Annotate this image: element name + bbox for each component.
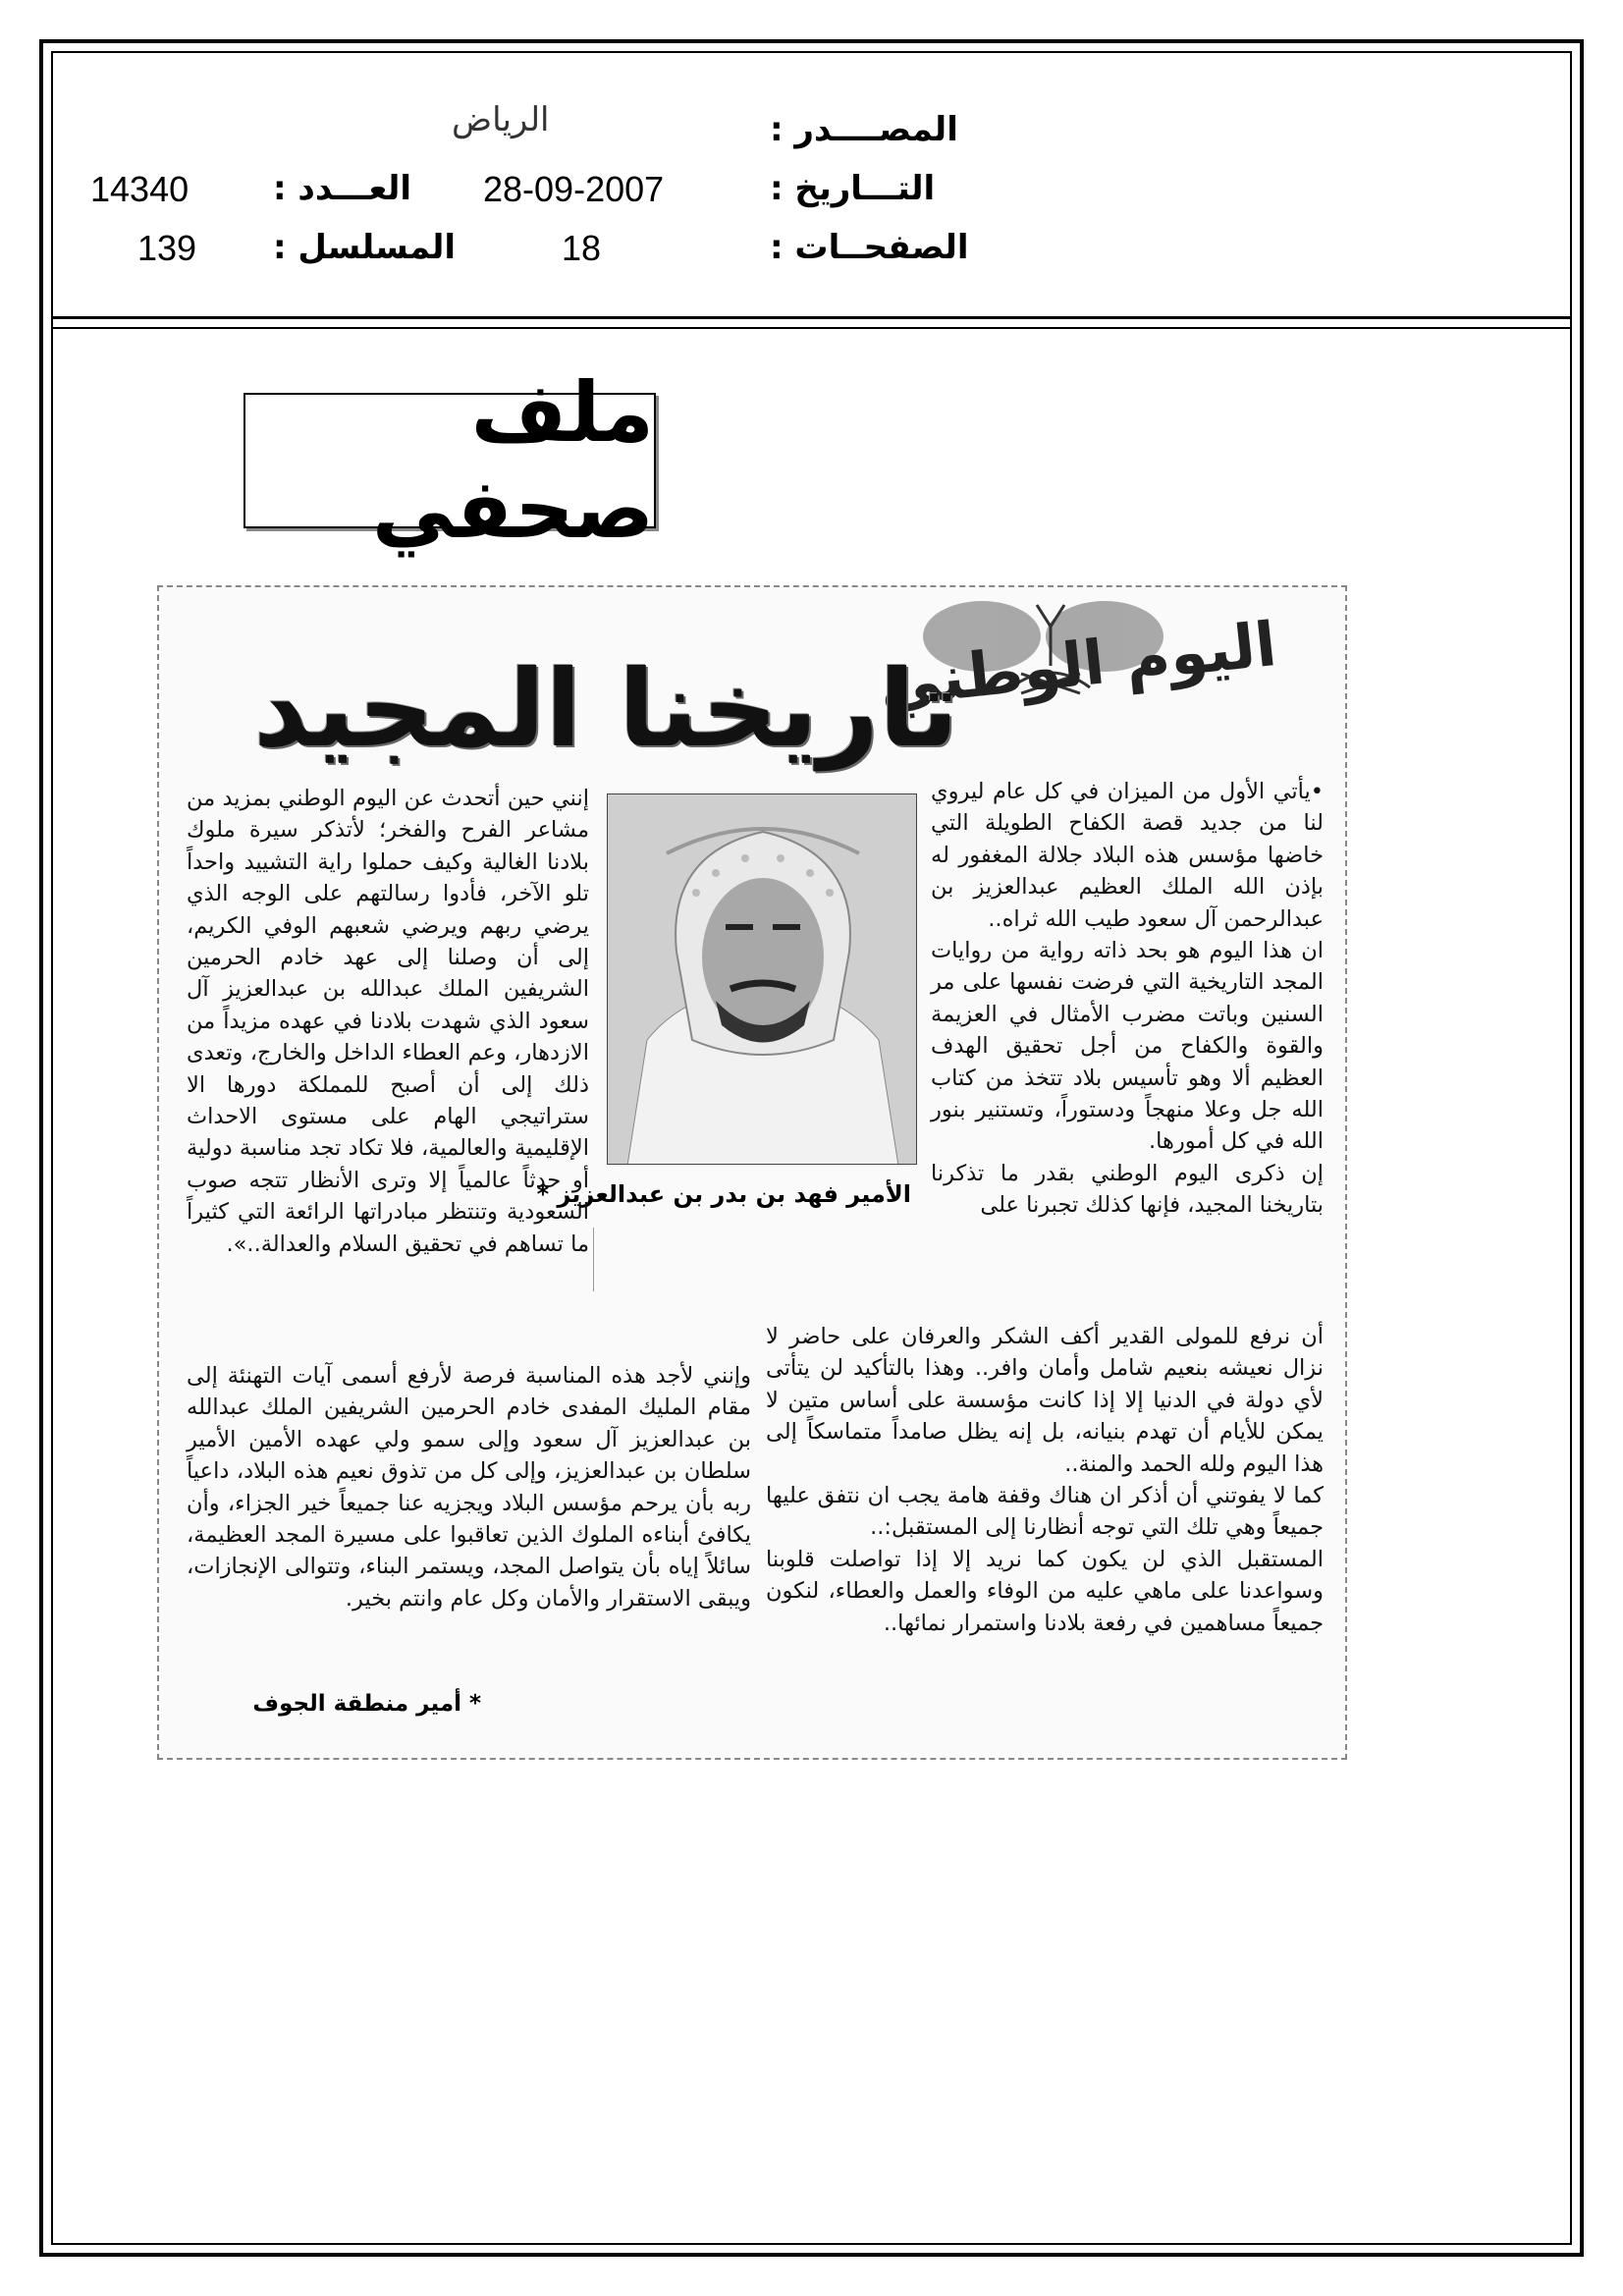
- issue-label: العـــدد :: [273, 169, 411, 208]
- article-column-right-top: [931, 776, 1324, 1222]
- article-text-block: •يأتي الأول من الميزان في كل عام ليروي لنا من جديد قصة الكفاح الطويلة التي خاضها مؤسس هذه البلاد جلالة المغفور له بإذن الله الملك العظيم عبدالعزيز بن عبدالرحمن آل سعود طيب الله ثراه.. ان هذا اليوم هو بحد ذاته رواية من روايات المجد التاريخية التي فرضت نفسها على مر السنين وباتت مضرب الأمثال في العزيمة والقوة والكفاح من أجل تحقيق الهدف العظيم ألا وهو تأسيس بلاد تتخذ من كتاب الله جل وعلا منهجاً ودستوراً، وتستنير بنور الله في كل أمورها. إن ذكرى اليوم الوطني بقدر ما تذكرنا بتاريخنا المجيد، فإنها كذلك تجبرنا على: [931, 779, 1324, 1219]
- author-signature: * أمير منطقة الجوف: [252, 1691, 481, 1717]
- header-divider-inner: [51, 327, 1572, 329]
- article-title: تاريخنا المجيد: [253, 648, 959, 771]
- article-column-right-bottom: [766, 1321, 1324, 1639]
- issue-value: 14340: [90, 169, 189, 209]
- press-file-label: ملف صحفي: [371, 364, 654, 557]
- date-label: التـــاريخ :: [770, 169, 936, 208]
- author-portrait-icon: [608, 794, 917, 1165]
- press-file-box: [243, 364, 656, 557]
- author-photo: [607, 793, 917, 1165]
- source-label: المصــــدر :: [770, 110, 958, 149]
- article-column-left-bottom: [187, 1360, 751, 1614]
- serial-label: المسلسل :: [273, 228, 457, 267]
- article-text-block: إنني حين أتحدث عن اليوم الوطني بمزيد من مشاعر الفرح والفخر؛ لأتذكر سيرة ملوك بلادنا الغالية وكيف حملوا راية التشييد واحداً تلو الآخر، فأدوا رسالتهم على الوجه الذي يرضي ربهم ويرضي شعبهم الوفي الكريم، إلى أن وصلنا إلى عهد خادم الحرمين الشريفين الملك عبدالله بن عبدالعزيز آل سعود الذي شهدت بلادنا في عهده مزيداً من الازدهار، وعم العطاء الداخل والخارج، وتعدى ذلك إلى أن أصبح للمملكة دورها الا ستراتيجي الهام على مستوى الاحداث الإقليمية والعالمية، فلا تكاد تجد مناسبة دولية أو حدثاً عالمياً إلا وترى الأنظار تتجه صوب السعودية وتنتظر مبادراتها الرائعة التي كثيراً ما تساهم في تحقيق السلام والعدالة..».: [187, 786, 589, 1257]
- date-value: 28-09-2007: [483, 169, 665, 209]
- pages-label: الصفحــات :: [770, 228, 969, 267]
- source-value: الرياض: [452, 101, 550, 138]
- serial-value: 139: [137, 228, 197, 268]
- article-text-block: أن نرفع للمولى القدير أكف الشكر والعرفان على حاضر لا نزال نعيشه بنعيم شامل وأمان وافر.. وهذا بالتأكيد لن يتأتى لأي دولة في الدنيا إلا إذا كانت مؤسسة على أساس متين لا يمكن للأيام أن تهدم بنيانه، بل إنه يظل صامداً متماسكاً إلى هذا اليوم ولله الحمد والمنة.. كما لا يفوتني أن أذكر ان هناك وقفة هامة يجب ان نتفق عليها جميعاً وهي تلك التي توجه أنظارنا إلى المستقبل:.. المستقبل الذي لن يكون كما نريد إلا إذا تواصلت قلوبنا وسواعدنا على ماهي عليه من الوفاء والعمل والعطاء، لنكون جميعاً مساهمين في رفعة بلادنا واستمرار نمائها..: [766, 1324, 1324, 1636]
- pages-value: 18: [562, 228, 602, 268]
- header-divider: [51, 316, 1572, 319]
- photo-caption: الأمير فهد بن بدر بن عبدالعزيز *: [536, 1180, 911, 1208]
- article-text-block: وإنني لأجد هذه المناسبة فرصة لأرفع أسمى آيات التهنئة إلى مقام المليك المفدى خادم الحرمين الشريفين الملك عبدالله بن عبدالعزيز آل سعود وإلى سمو ولي عهده الأمين الأمير سلطان بن عبدالعزيز، وإلى كل من تذوق نعيم هذه البلاد، داعياً ربه بأن يرحم مؤسس البلاد ويجزيه عنا جميعاً خير الجزاء، وأن يكافئ أبناءه الملوك الذين تعاقبوا على مسيرة المجد العظيمة، سائلاً إياه بأن يتواصل المجد، ويستمر البناء، وتتوالى الإنجازات، ويبقى الاستقرار والأمان وكل عام وانتم بخير.: [187, 1363, 751, 1612]
- national-day-logo-text: اليوم الوطني: [876, 608, 1280, 721]
- column-divider: [593, 1228, 594, 1291]
- article-column-left-top: [187, 783, 589, 1260]
